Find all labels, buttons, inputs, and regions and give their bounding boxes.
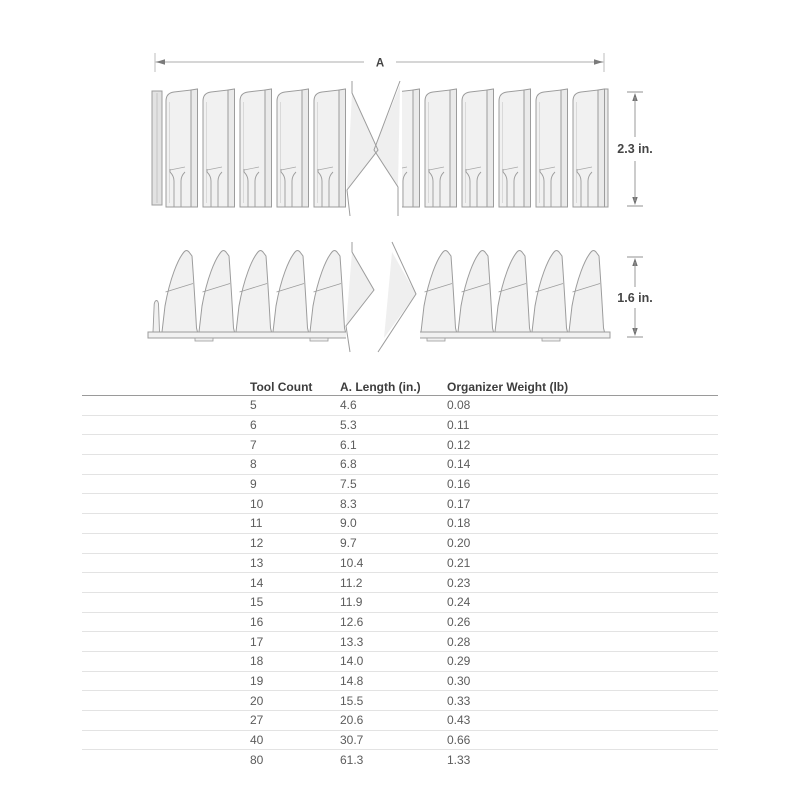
table-row — [82, 455, 718, 475]
column-header-a-length: A. Length (in.) — [340, 379, 421, 394]
cell-a-length: 11.2 — [340, 575, 363, 590]
cell-organizer-weight: 0.17 — [447, 496, 471, 511]
table-row — [82, 475, 718, 495]
cell-a-length: 9.0 — [340, 516, 357, 531]
dimension-line-front-height — [617, 92, 652, 206]
dimension-a-label: A — [375, 57, 385, 70]
cell-tool-count: 13 — [250, 555, 264, 570]
cell-tool-count: 27 — [250, 713, 264, 728]
table-header-row — [82, 378, 718, 396]
cell-tool-count: 40 — [250, 733, 264, 748]
cell-a-length: 8.3 — [340, 496, 357, 511]
column-header-organizer-weight: Organizer Weight (lb) — [447, 379, 569, 394]
break-symbol — [347, 79, 402, 216]
cell-tool-count: 7 — [250, 437, 257, 452]
cell-organizer-weight: 0.21 — [447, 555, 471, 570]
cell-tool-count: 16 — [250, 614, 264, 629]
cell-a-length: 10.4 — [340, 555, 364, 570]
cell-organizer-weight: 0.23 — [447, 575, 471, 590]
cell-organizer-weight: 0.29 — [447, 654, 471, 669]
cell-organizer-weight: 1.33 — [447, 752, 471, 767]
table-row — [82, 731, 718, 751]
table-row — [82, 711, 718, 731]
cell-tool-count: 15 — [250, 595, 264, 610]
cell-a-length: 9.7 — [340, 536, 357, 551]
dimension-line-a — [155, 53, 604, 72]
arrow-left-icon — [156, 59, 165, 65]
cell-organizer-weight: 0.11 — [447, 418, 470, 433]
cell-tool-count: 6 — [250, 418, 257, 433]
table-row — [82, 672, 718, 692]
cell-tool-count: 8 — [250, 457, 257, 472]
break-symbol — [346, 240, 420, 352]
front-height-label: 2.3 in. — [617, 142, 653, 156]
cell-organizer-weight: 0.66 — [447, 733, 471, 748]
cell-a-length: 12.6 — [340, 614, 364, 629]
cell-organizer-weight: 0.12 — [447, 437, 471, 452]
cell-a-length: 20.6 — [340, 713, 364, 728]
cell-a-length: 6.8 — [340, 457, 357, 472]
cell-a-length: 7.5 — [340, 477, 357, 492]
cell-organizer-weight: 0.08 — [447, 398, 471, 413]
cell-tool-count: 11 — [250, 516, 263, 531]
cell-tool-count: 12 — [250, 536, 264, 551]
cell-tool-count: 10 — [250, 496, 264, 511]
table-row — [82, 396, 718, 416]
cell-a-length: 14.8 — [340, 673, 364, 688]
cell-a-length: 5.3 — [340, 418, 357, 433]
cell-organizer-weight: 0.30 — [447, 673, 471, 688]
table-row — [82, 494, 718, 514]
cell-tool-count: 19 — [250, 673, 264, 688]
cell-a-length: 14.0 — [340, 654, 364, 669]
table-row — [82, 593, 718, 613]
cell-a-length: 30.7 — [340, 733, 364, 748]
organizer-front-view-diagram — [140, 45, 680, 220]
organizer-side-view-diagram — [140, 240, 680, 355]
table-row — [82, 416, 718, 436]
cell-a-length: 4.6 — [340, 398, 357, 413]
table-row — [82, 514, 718, 534]
cell-organizer-weight: 0.33 — [447, 693, 471, 708]
spec-table — [82, 378, 718, 769]
side-height-label: 1.6 in. — [617, 291, 653, 305]
cell-organizer-weight: 0.24 — [447, 595, 471, 610]
cell-tool-count: 5 — [250, 398, 257, 413]
table-row — [82, 435, 718, 455]
table-row — [82, 573, 718, 593]
cell-tool-count: 17 — [250, 634, 264, 649]
cell-organizer-weight: 0.16 — [447, 477, 471, 492]
cell-a-length: 6.1 — [340, 437, 357, 452]
cell-organizer-weight: 0.26 — [447, 614, 471, 629]
table-row — [82, 554, 718, 574]
dimension-line-side-height — [617, 257, 652, 337]
table-row — [82, 613, 718, 633]
column-header-tool-count: Tool Count — [250, 379, 313, 394]
table-row — [82, 652, 718, 672]
cell-a-length: 15.5 — [340, 693, 364, 708]
cell-organizer-weight: 0.43 — [447, 713, 471, 728]
table-row — [82, 750, 718, 769]
cell-tool-count: 14 — [250, 575, 264, 590]
cell-tool-count: 18 — [250, 654, 264, 669]
cell-organizer-weight: 0.20 — [447, 536, 471, 551]
table-row — [82, 691, 718, 711]
cell-organizer-weight: 0.18 — [447, 516, 471, 531]
cell-tool-count: 80 — [250, 752, 264, 767]
table-row — [82, 632, 718, 652]
cell-organizer-weight: 0.28 — [447, 634, 471, 649]
cell-organizer-weight: 0.14 — [447, 457, 471, 472]
cell-a-length: 13.3 — [340, 634, 364, 649]
cell-tool-count: 20 — [250, 693, 264, 708]
cell-a-length: 11.9 — [340, 595, 363, 610]
cell-a-length: 61.3 — [340, 752, 364, 767]
arrow-right-icon — [594, 59, 603, 65]
table-row — [82, 534, 718, 554]
table-body — [82, 396, 718, 769]
cell-tool-count: 9 — [250, 477, 257, 492]
